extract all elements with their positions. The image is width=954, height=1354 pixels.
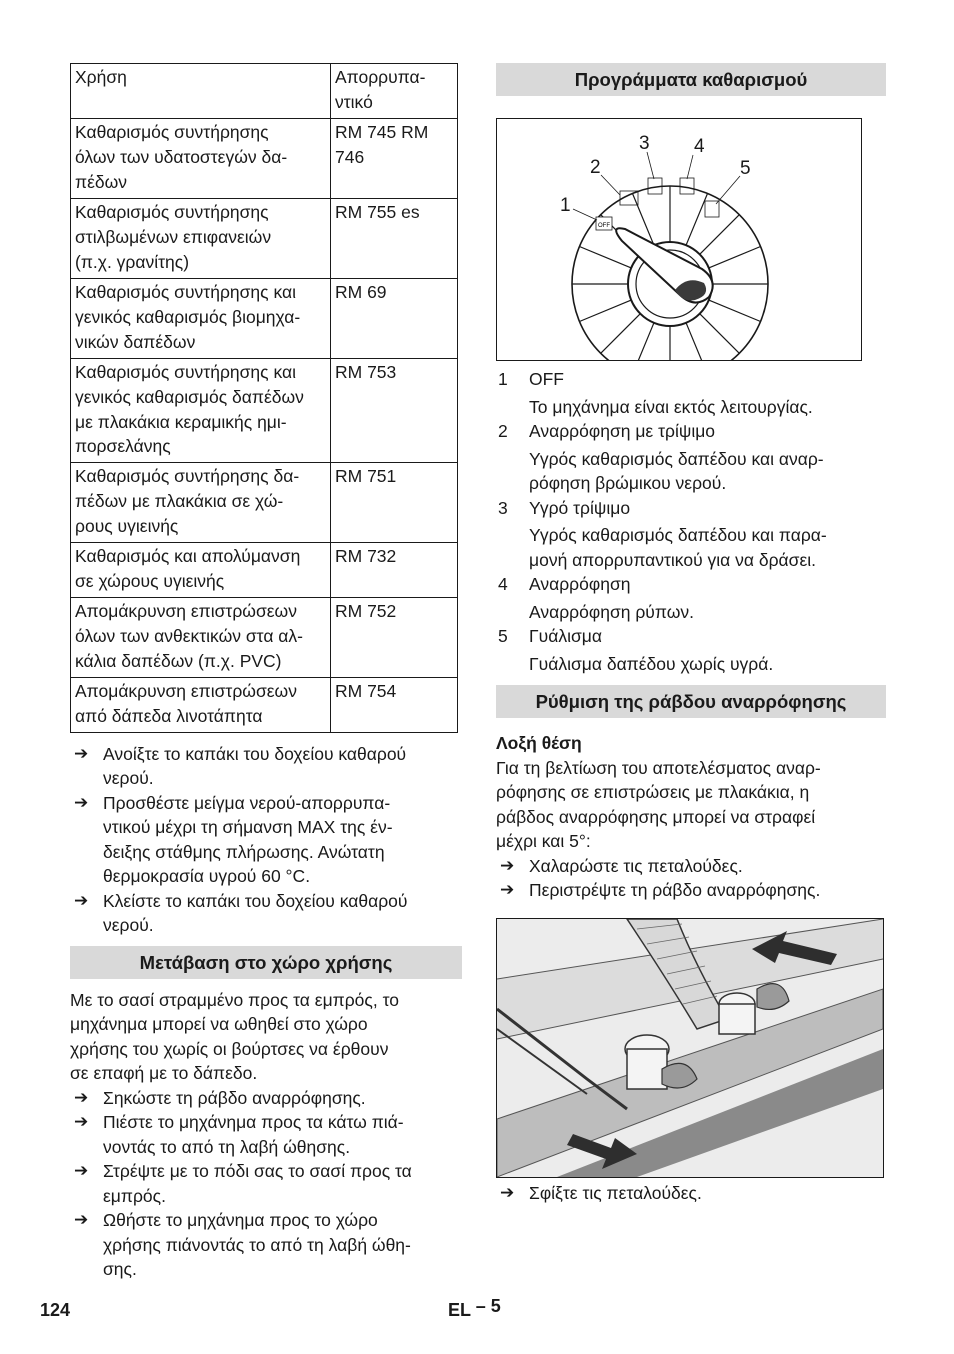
detergent-text: RM 732 [335, 546, 397, 567]
program-title: OFF [529, 369, 564, 389]
arrow-icon: ➔ [74, 1161, 89, 1181]
dial-segment-line [686, 193, 707, 245]
table-row [71, 279, 458, 359]
arrow-icon: ➔ [500, 1182, 515, 1202]
program-list [496, 367, 888, 676]
usage-text: Καθαρισμός συντήρησης και γενικός καθαρισμός δαπέδων με πλακάκια κεραμικής ημι- πορσελάνης [75, 362, 304, 457]
step-text: Σφίξτε τις πεταλούδες. [529, 1182, 702, 1203]
suction-bar-illustration [497, 919, 883, 1177]
usage-text: Καθαρισμός συντήρησης δα- πέδων με πλακάκια σε χώ- ρους υγιεινής [75, 466, 300, 536]
language-label: EL [448, 1300, 471, 1320]
detergent-cell [331, 678, 458, 733]
usage-cell [71, 678, 331, 733]
suction-steps [496, 854, 888, 903]
transport-step-3 [70, 1159, 462, 1208]
tighten-step [496, 1181, 888, 1206]
program-desc-text: Το μηχάνημα είναι εκτός λειτουργίας. [529, 396, 813, 417]
program-title: Αναρρόφηση [529, 574, 631, 594]
detergent-cell [331, 199, 458, 279]
program-desc-text: Υγρός καθαρισμός δαπέδου και αναρ- ρόφηση βρώμικου νερού. [529, 448, 824, 493]
arrow-icon: ➔ [74, 1087, 89, 1107]
dial-callout-5: 5 [740, 158, 751, 179]
transport-step-4 [70, 1208, 462, 1282]
usage-text: Απομάκρυνση επιστρώσεων όλων των ανθεκτικών στα αλ- κάλια δαπέδων (π.χ. PVC) [75, 601, 304, 671]
language-code [448, 1298, 501, 1323]
detergent-text: RM 755 es [335, 202, 420, 222]
dial-segment-line [709, 300, 761, 321]
detergent-cell [331, 543, 458, 598]
table-row [71, 598, 458, 678]
dial-segment-line [700, 314, 740, 354]
detergent-text: RM 69 [335, 282, 387, 302]
usage-cell [71, 359, 331, 463]
usage-text: Καθαρισμός συντήρησης και γενικός καθαρισμός βιομηχα- νικών δαπέδων [75, 282, 301, 352]
arrow-icon: ➔ [74, 1210, 89, 1230]
dial-segment-line [632, 323, 653, 360]
usage-text: Καθαρισμός και απολύμανση σε χώρους υγιεινής [75, 546, 301, 591]
fill-step-2 [70, 791, 462, 889]
step-text: Πιέστε το μηχάνημα προς τα κάτω πιά- νοντάς το από τη λαβή ώθησης. [103, 1112, 404, 1157]
program-description [496, 652, 888, 677]
arrow-icon: ➔ [500, 880, 515, 899]
page-number: 124 [40, 1300, 71, 1320]
dial-off-label: OFF [598, 223, 610, 229]
program-title: Υγρό τρίψιμο [529, 497, 631, 518]
program-item-2 [496, 419, 888, 444]
dial-segment-line [601, 314, 641, 354]
program-number: 2 [498, 421, 508, 441]
detergent-cell [331, 598, 458, 678]
suction-bar-subheading: Λοξή θέση [496, 733, 582, 753]
table-row [71, 119, 458, 199]
fill-step-1 [70, 742, 462, 791]
programs-heading: Προγράμματα καθαρισμού [496, 63, 886, 96]
steps-after-table [70, 742, 462, 938]
header-detergent-text: Απορρυπα- ντικό [335, 67, 426, 112]
header-detergent [331, 64, 458, 119]
detergent-text: RM 752 [335, 601, 397, 622]
program-number: 3 [498, 497, 508, 518]
usage-cell [71, 463, 331, 543]
dial-callout-1: 1 [560, 195, 571, 216]
table-row [71, 543, 458, 598]
arrow-icon: ➔ [74, 890, 89, 910]
step-text: Σηκώστε τη ράβδο αναρρόφησης. [103, 1087, 366, 1108]
arrow-icon: ➔ [500, 855, 515, 875]
program-title: Αναρρόφηση με τρίψιμο [529, 421, 716, 441]
program-description [496, 447, 888, 496]
detergent-cell [331, 463, 458, 543]
program-number: 5 [498, 626, 508, 646]
transport-steps [70, 1086, 462, 1282]
program-number: 4 [498, 574, 508, 594]
detergent-cell [331, 119, 458, 199]
detergent-text: RM 753 [335, 362, 397, 382]
detergent-text: RM 745 RM 746 [335, 122, 429, 167]
usage-text: Καθαρισμός συντήρησης όλων των υδατοστεγών δα- πέδων [75, 122, 288, 192]
detergent-cell [331, 359, 458, 463]
program-description [496, 395, 888, 420]
step-text: Στρέψτε με το πόδι σας το σασί προς τα εμπρός. [103, 1161, 412, 1206]
dial-segment-line [686, 323, 707, 360]
usage-cell [71, 119, 331, 199]
suction-bar-heading: Ρύθμιση της ράβδου αναρρόφησης [496, 685, 886, 718]
detergent-text: RM 751 [335, 466, 397, 487]
transport-heading: Μετάβαση στο χώρο χρήσης [70, 946, 462, 979]
table-row [71, 463, 458, 543]
usage-cell [71, 598, 331, 678]
step-text: Περιστρέψτε τη ράβδο αναρρόφησης. [529, 880, 821, 900]
usage-cell [71, 543, 331, 598]
suction-step-2 [496, 878, 888, 903]
step-text: Προσθέστε μείγμα νερού-απορρυπα- ντικού μέχρι τη σήμανση MAX της έν- δειξης στάθμης πλήρωσης. Ανώτατη θερμοκρασία υγρού 60 °C. [103, 792, 393, 887]
usage-cell [71, 199, 331, 279]
suction-bar-figure [496, 918, 884, 1178]
program-desc-text: Γυάλισμα δαπέδου χωρίς υγρά. [529, 653, 774, 674]
usage-text: Καθαρισμός συντήρησης στιλβωμένων επιφανειών (π.χ. γρανίτης) [75, 202, 272, 272]
usage-cell [71, 279, 331, 359]
transport-step-2 [70, 1110, 462, 1159]
usage-text: Απομάκρυνση επιστρώσεων από δάπεδα λινοτάπητα [75, 681, 297, 726]
program-number: 1 [498, 369, 508, 389]
arrow-icon: ➔ [74, 743, 89, 763]
step-text: Κλείστε το καπάκι του δοχείου καθαρού νερού. [103, 890, 408, 936]
table-header-row [71, 64, 458, 119]
detergent-text: RM 754 [335, 681, 397, 702]
step-text: Χαλαρώστε τις πεταλούδες. [529, 855, 743, 876]
final-step [496, 1181, 888, 1206]
left-column [70, 63, 462, 1282]
detergent-cell [331, 279, 458, 359]
program-dial-figure [496, 118, 862, 361]
program-item-3 [496, 496, 888, 521]
step-text: Ανοίξτε το καπάκι του δοχείου καθαρού νερού. [103, 743, 407, 789]
arrow-icon: ➔ [74, 792, 89, 812]
program-desc-text: Αναρρόφηση ρύπων. [529, 601, 694, 622]
page-subnumber: – 5 [475, 1296, 501, 1316]
header-usage [71, 64, 331, 119]
table-row [71, 359, 458, 463]
suction-bar-intro: Για τη βελτίωση του αποτελέσματος αναρ- ρόφησης σε επιστρώσεις με πλακάκια, η ράβδος αναρρόφησης μπορεί να στραφεί μέχρι και 5°: [496, 757, 821, 851]
dial-segment-line [709, 246, 761, 267]
step-text: Ωθήστε το μηχάνημα προς το χώρο χρήσης πιάνοντάς το από τη λαβή ώθη- σης. [103, 1210, 411, 1280]
dial-callout-3: 3 [639, 133, 650, 154]
dial-callout-2: 2 [590, 157, 601, 178]
program-title: Γυάλισμα [529, 626, 602, 646]
program-item-4 [496, 572, 888, 597]
program-desc-text: Υγρός καθαρισμός δαπέδου και παρα- μονή απορρυπαντικού για να δράσει. [529, 525, 827, 570]
dial-segment-line [700, 215, 740, 255]
program-description [496, 523, 888, 572]
dial-callout-4: 4 [694, 136, 705, 157]
usage-table [70, 63, 458, 733]
table-row [71, 199, 458, 279]
program-dial-illustration [497, 119, 861, 360]
dial-segment-line [579, 246, 631, 267]
program-item-5 [496, 624, 888, 649]
program-item-1 [496, 367, 888, 392]
suction-step-1 [496, 854, 888, 879]
dial-segment-line [579, 300, 631, 321]
right-column [496, 63, 888, 1205]
arrow-icon: ➔ [74, 1112, 89, 1132]
fill-step-3 [70, 889, 462, 938]
transport-intro: Με το σασί στραμμένο προς τα εμπρός, το μηχάνημα μπορεί να ωθηθεί στο χώρο χρήσης του χωρίς οι βούρτσες να έρθουν σε επαφή με το δάπεδο. [70, 989, 399, 1084]
header-usage-text: Χρήση [75, 67, 127, 87]
table-row [71, 678, 458, 733]
transport-step-1 [70, 1086, 462, 1111]
program-description [496, 600, 888, 625]
